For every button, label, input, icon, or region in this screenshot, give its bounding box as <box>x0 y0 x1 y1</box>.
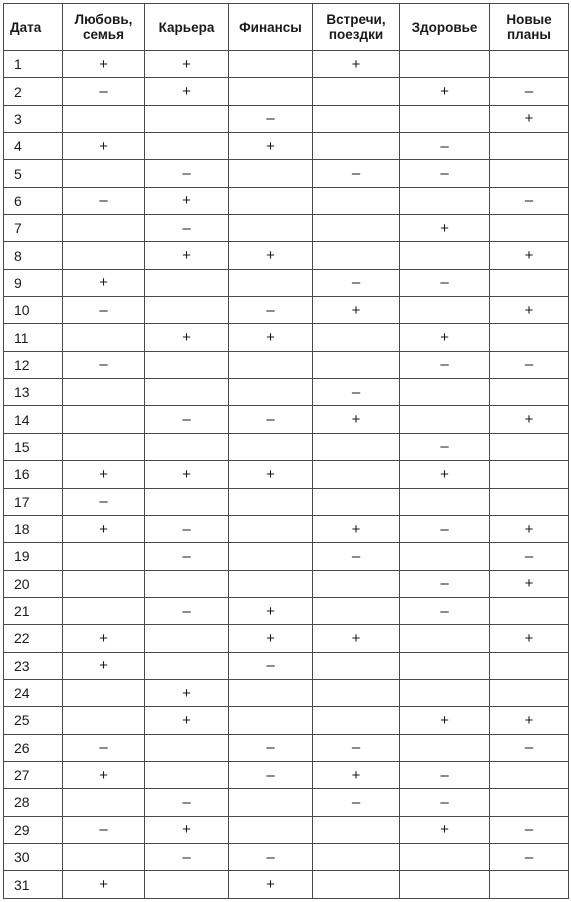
date-cell: 17 <box>4 488 63 515</box>
cell-finance <box>229 433 313 460</box>
cell-finance: – <box>229 105 313 132</box>
cell-health <box>400 242 490 269</box>
cell-career: + <box>145 461 229 488</box>
cell-career <box>145 871 229 899</box>
cell-career: – <box>145 543 229 570</box>
cell-love-family: + <box>63 625 145 652</box>
header-new-plans: Новые планы <box>490 4 569 51</box>
cell-career <box>145 133 229 160</box>
table-header <box>4 4 569 51</box>
cell-love-family <box>63 242 145 269</box>
cell-career: + <box>145 51 229 78</box>
cell-health <box>400 734 490 761</box>
cell-new-plans: – <box>490 843 569 870</box>
cell-new-plans <box>490 51 569 78</box>
cell-health: + <box>400 324 490 351</box>
cell-meetings-trips <box>313 843 400 870</box>
cell-health: – <box>400 269 490 296</box>
date-cell: 29 <box>4 816 63 843</box>
cell-love-family: – <box>63 488 145 515</box>
cell-finance <box>229 160 313 187</box>
cell-career <box>145 652 229 679</box>
cell-meetings-trips <box>313 652 400 679</box>
header-date: Дата <box>4 4 63 51</box>
cell-finance: – <box>229 761 313 788</box>
cell-new-plans: + <box>490 242 569 269</box>
cell-health: – <box>400 570 490 597</box>
cell-career: + <box>145 78 229 105</box>
date-cell: 20 <box>4 570 63 597</box>
cell-career: – <box>145 215 229 242</box>
cell-new-plans <box>490 679 569 706</box>
cell-career: + <box>145 679 229 706</box>
date-cell: 19 <box>4 543 63 570</box>
header-love-family: Любовь, семья <box>63 4 145 51</box>
cell-finance <box>229 707 313 734</box>
cell-meetings-trips: – <box>313 160 400 187</box>
cell-new-plans: – <box>490 351 569 378</box>
header-health: Здоровье <box>400 4 490 51</box>
cell-new-plans <box>490 269 569 296</box>
table-row <box>4 297 569 324</box>
cell-love-family: + <box>63 51 145 78</box>
cell-career: + <box>145 324 229 351</box>
table-row <box>4 379 569 406</box>
cell-new-plans: – <box>490 187 569 214</box>
cell-love-family <box>63 843 145 870</box>
date-cell: 2 <box>4 78 63 105</box>
cell-new-plans <box>490 488 569 515</box>
cell-career: + <box>145 707 229 734</box>
cell-meetings-trips <box>313 871 400 899</box>
cell-finance <box>229 789 313 816</box>
cell-finance: – <box>229 734 313 761</box>
cell-finance <box>229 51 313 78</box>
cell-new-plans: + <box>490 515 569 542</box>
cell-health: + <box>400 707 490 734</box>
table-row <box>4 187 569 214</box>
cell-meetings-trips <box>313 433 400 460</box>
cell-finance <box>229 543 313 570</box>
table-row <box>4 488 569 515</box>
cell-career: + <box>145 242 229 269</box>
table-row <box>4 351 569 378</box>
cell-health: + <box>400 816 490 843</box>
cell-new-plans <box>490 871 569 899</box>
date-cell: 22 <box>4 625 63 652</box>
cell-love-family: – <box>63 187 145 214</box>
cell-new-plans: – <box>490 78 569 105</box>
cell-finance: + <box>229 871 313 899</box>
date-cell: 25 <box>4 707 63 734</box>
cell-career <box>145 761 229 788</box>
cell-new-plans <box>490 789 569 816</box>
date-cell: 4 <box>4 133 63 160</box>
cell-health <box>400 187 490 214</box>
date-cell: 27 <box>4 761 63 788</box>
table-row <box>4 597 569 624</box>
table-row <box>4 843 569 870</box>
cell-health <box>400 625 490 652</box>
cell-health: + <box>400 78 490 105</box>
cell-new-plans <box>490 652 569 679</box>
date-cell: 8 <box>4 242 63 269</box>
cell-career: + <box>145 187 229 214</box>
cell-finance: + <box>229 242 313 269</box>
cell-new-plans: – <box>490 734 569 761</box>
cell-career <box>145 379 229 406</box>
table-row <box>4 871 569 899</box>
cell-career: – <box>145 515 229 542</box>
cell-meetings-trips <box>313 816 400 843</box>
cell-finance <box>229 679 313 706</box>
cell-love-family <box>63 597 145 624</box>
cell-career: + <box>145 816 229 843</box>
cell-new-plans: + <box>490 625 569 652</box>
header-meetings-trips: Встречи, поездки <box>313 4 400 51</box>
cell-love-family: + <box>63 269 145 296</box>
cell-finance: – <box>229 297 313 324</box>
cell-meetings-trips <box>313 242 400 269</box>
cell-health <box>400 543 490 570</box>
cell-new-plans: + <box>490 105 569 132</box>
table-row <box>4 433 569 460</box>
cell-meetings-trips <box>313 597 400 624</box>
cell-health: – <box>400 761 490 788</box>
table-row <box>4 570 569 597</box>
cell-meetings-trips <box>313 187 400 214</box>
cell-new-plans: + <box>490 406 569 433</box>
table-row <box>4 515 569 542</box>
table-row <box>4 133 569 160</box>
cell-new-plans <box>490 461 569 488</box>
cell-love-family <box>63 160 145 187</box>
cell-new-plans: – <box>490 816 569 843</box>
date-cell: 23 <box>4 652 63 679</box>
cell-career: – <box>145 843 229 870</box>
cell-meetings-trips <box>313 351 400 378</box>
cell-love-family: – <box>63 816 145 843</box>
cell-new-plans: + <box>490 707 569 734</box>
cell-love-family <box>63 379 145 406</box>
cell-new-plans <box>490 761 569 788</box>
table-row <box>4 625 569 652</box>
cell-love-family <box>63 105 145 132</box>
cell-new-plans: + <box>490 297 569 324</box>
cell-health <box>400 843 490 870</box>
table-row <box>4 789 569 816</box>
table-row <box>4 761 569 788</box>
cell-finance: – <box>229 843 313 870</box>
cell-love-family: – <box>63 78 145 105</box>
cell-health <box>400 488 490 515</box>
cell-love-family <box>63 679 145 706</box>
cell-health <box>400 871 490 899</box>
cell-finance <box>229 187 313 214</box>
table-row <box>4 51 569 78</box>
cell-meetings-trips <box>313 215 400 242</box>
cell-health <box>400 679 490 706</box>
table-row <box>4 269 569 296</box>
cell-career <box>145 433 229 460</box>
cell-finance <box>229 215 313 242</box>
header-finance: Финансы <box>229 4 313 51</box>
cell-meetings-trips: + <box>313 406 400 433</box>
date-cell: 1 <box>4 51 63 78</box>
cell-new-plans <box>490 133 569 160</box>
cell-health <box>400 652 490 679</box>
cell-love-family: – <box>63 734 145 761</box>
cell-new-plans <box>490 379 569 406</box>
cell-meetings-trips: – <box>313 734 400 761</box>
date-cell: 21 <box>4 597 63 624</box>
cell-love-family: + <box>63 871 145 899</box>
cell-meetings-trips <box>313 679 400 706</box>
cell-meetings-trips <box>313 105 400 132</box>
cell-finance <box>229 816 313 843</box>
cell-health: + <box>400 215 490 242</box>
date-cell: 13 <box>4 379 63 406</box>
table-body <box>4 51 569 899</box>
header-career: Карьера <box>145 4 229 51</box>
date-cell: 3 <box>4 105 63 132</box>
cell-meetings-trips <box>313 78 400 105</box>
cell-health: – <box>400 515 490 542</box>
header-row <box>4 4 569 51</box>
date-cell: 26 <box>4 734 63 761</box>
cell-meetings-trips <box>313 488 400 515</box>
cell-career <box>145 269 229 296</box>
cell-meetings-trips <box>313 461 400 488</box>
cell-finance <box>229 351 313 378</box>
cell-health: – <box>400 351 490 378</box>
cell-career <box>145 351 229 378</box>
cell-love-family: + <box>63 761 145 788</box>
cell-meetings-trips: – <box>313 379 400 406</box>
cell-health <box>400 406 490 433</box>
date-cell: 14 <box>4 406 63 433</box>
cell-finance: + <box>229 324 313 351</box>
cell-finance: + <box>229 133 313 160</box>
cell-love-family <box>63 570 145 597</box>
cell-new-plans <box>490 160 569 187</box>
table-row <box>4 679 569 706</box>
table-row <box>4 78 569 105</box>
cell-love-family <box>63 789 145 816</box>
cell-finance <box>229 488 313 515</box>
cell-meetings-trips <box>313 570 400 597</box>
date-cell: 10 <box>4 297 63 324</box>
cell-new-plans <box>490 433 569 460</box>
date-cell: 18 <box>4 515 63 542</box>
table-row <box>4 324 569 351</box>
cell-meetings-trips: + <box>313 51 400 78</box>
cell-finance: – <box>229 652 313 679</box>
cell-finance: – <box>229 406 313 433</box>
table-row <box>4 242 569 269</box>
cell-new-plans: + <box>490 570 569 597</box>
cell-health: – <box>400 597 490 624</box>
table-row <box>4 105 569 132</box>
cell-finance <box>229 515 313 542</box>
date-cell: 11 <box>4 324 63 351</box>
cell-career: – <box>145 597 229 624</box>
cell-new-plans <box>490 597 569 624</box>
cell-new-plans <box>490 324 569 351</box>
date-cell: 16 <box>4 461 63 488</box>
cell-love-family <box>63 215 145 242</box>
cell-career <box>145 105 229 132</box>
date-cell: 9 <box>4 269 63 296</box>
cell-career <box>145 297 229 324</box>
cell-finance <box>229 78 313 105</box>
date-cell: 5 <box>4 160 63 187</box>
table-row <box>4 215 569 242</box>
cell-health: – <box>400 160 490 187</box>
cell-health <box>400 379 490 406</box>
table-row <box>4 707 569 734</box>
cell-health: + <box>400 461 490 488</box>
cell-love-family <box>63 324 145 351</box>
cell-love-family: – <box>63 297 145 324</box>
date-cell: 24 <box>4 679 63 706</box>
cell-meetings-trips <box>313 324 400 351</box>
cell-love-family: + <box>63 461 145 488</box>
cell-meetings-trips: – <box>313 269 400 296</box>
date-cell: 7 <box>4 215 63 242</box>
cell-meetings-trips: + <box>313 625 400 652</box>
cell-finance <box>229 379 313 406</box>
date-cell: 15 <box>4 433 63 460</box>
cell-love-family: + <box>63 133 145 160</box>
table-row <box>4 461 569 488</box>
cell-love-family: + <box>63 652 145 679</box>
table-row <box>4 543 569 570</box>
cell-love-family <box>63 433 145 460</box>
cell-career: – <box>145 160 229 187</box>
cell-career <box>145 488 229 515</box>
cell-new-plans: – <box>490 543 569 570</box>
cell-career: – <box>145 789 229 816</box>
cell-love-family: + <box>63 515 145 542</box>
date-cell: 28 <box>4 789 63 816</box>
cell-love-family <box>63 406 145 433</box>
cell-meetings-trips <box>313 133 400 160</box>
cell-meetings-trips: – <box>313 543 400 570</box>
table-row <box>4 406 569 433</box>
cell-health: – <box>400 133 490 160</box>
table-row <box>4 160 569 187</box>
cell-meetings-trips: + <box>313 761 400 788</box>
cell-health <box>400 51 490 78</box>
cell-meetings-trips <box>313 707 400 734</box>
cell-finance: + <box>229 625 313 652</box>
cell-new-plans <box>490 215 569 242</box>
cell-love-family <box>63 707 145 734</box>
cell-health <box>400 105 490 132</box>
cell-career <box>145 734 229 761</box>
cell-career <box>145 570 229 597</box>
date-cell: 6 <box>4 187 63 214</box>
cell-finance <box>229 570 313 597</box>
cell-health: – <box>400 789 490 816</box>
cell-finance: + <box>229 461 313 488</box>
cell-health: – <box>400 433 490 460</box>
forecast-table <box>3 3 569 899</box>
cell-health <box>400 297 490 324</box>
table-row <box>4 652 569 679</box>
cell-career <box>145 625 229 652</box>
table-row <box>4 734 569 761</box>
date-cell: 12 <box>4 351 63 378</box>
date-cell: 30 <box>4 843 63 870</box>
cell-finance <box>229 269 313 296</box>
table-row <box>4 816 569 843</box>
cell-meetings-trips: – <box>313 789 400 816</box>
date-cell: 31 <box>4 871 63 899</box>
cell-career: – <box>145 406 229 433</box>
cell-meetings-trips: + <box>313 515 400 542</box>
cell-love-family <box>63 543 145 570</box>
cell-finance: + <box>229 597 313 624</box>
cell-love-family: – <box>63 351 145 378</box>
cell-meetings-trips: + <box>313 297 400 324</box>
